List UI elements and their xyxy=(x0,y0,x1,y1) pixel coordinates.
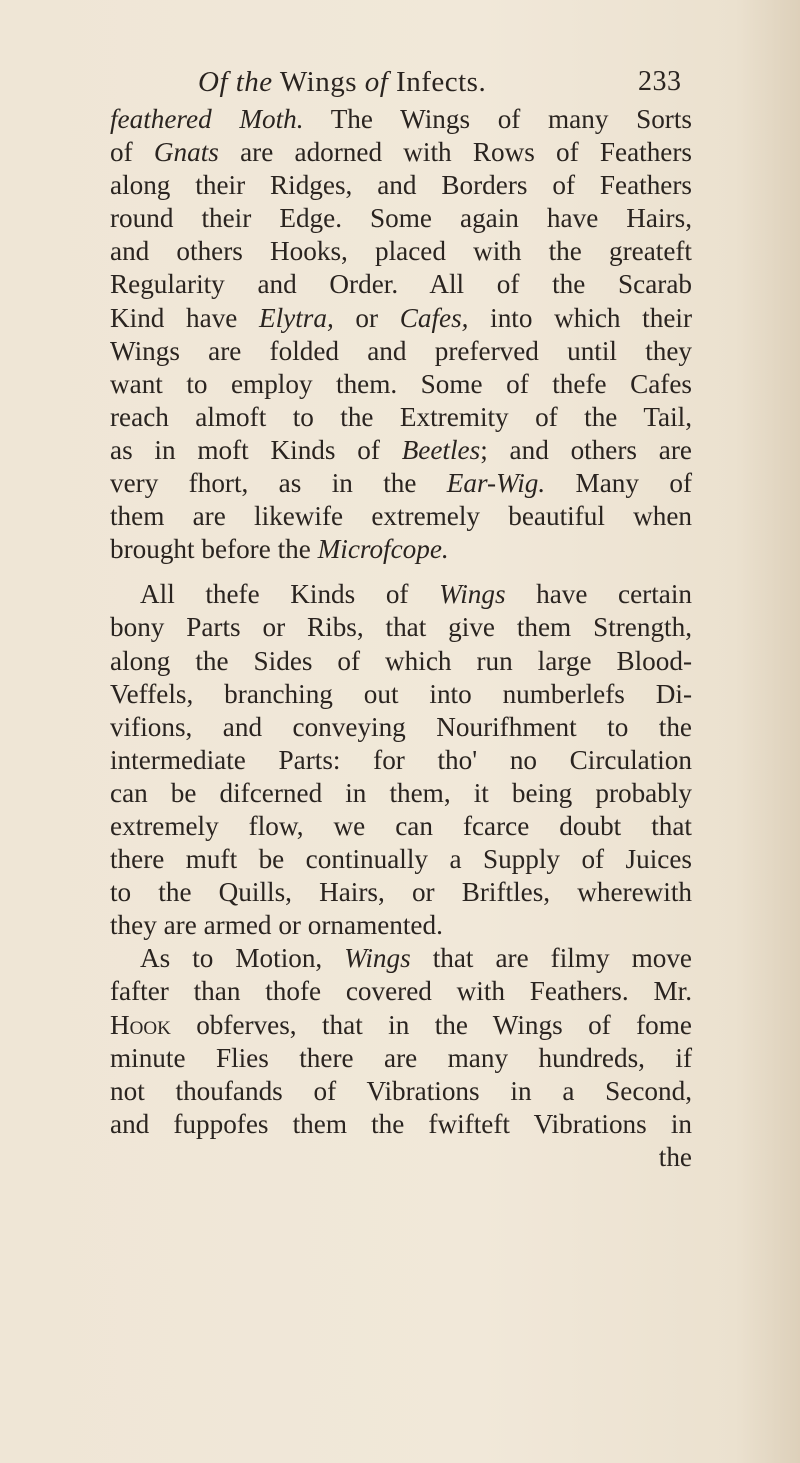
header-prefix: Of the xyxy=(198,66,273,98)
text-line: can be difcerned in them, it being probably xyxy=(110,777,692,808)
text-line: As to Motion, Wings that are filmy move xyxy=(140,943,692,974)
text-line: feathered Moth. The Wings of many Sorts xyxy=(110,104,692,134)
text-line: there muft be continually a Supply of Juices xyxy=(110,844,692,875)
text-line: bony Parts or Ribs, that give them Strength, xyxy=(110,612,692,643)
text-line: Kind have Elytra, or Cafes, into which their xyxy=(110,302,693,333)
text-line: to the Quills, Hairs, or Briftles, wherewith xyxy=(110,877,692,908)
text-line: and fuppofes them the fwifteft Vibrations in xyxy=(110,1108,692,1139)
running-header xyxy=(198,66,682,99)
text-line: of Gnats are adorned with Rows of Feathers xyxy=(110,137,693,168)
text-line: them are likewife extremely beautiful when xyxy=(110,501,692,532)
paragraph-2 xyxy=(110,578,692,942)
text-line: intermediate Parts: for tho' no Circulation xyxy=(110,744,692,775)
text-line: as in moft Kinds of Beetles; and others are xyxy=(110,434,692,465)
text-line: Wings are folded and preferved until they xyxy=(110,335,692,366)
text-line: reach almoft to the Extremity of the Tail, xyxy=(110,401,692,432)
text-line: fafter than thofe covered with Feathers. Mr. xyxy=(110,976,692,1007)
text-line: they are armed or ornamented. xyxy=(110,910,443,941)
paragraph-3 xyxy=(110,942,692,1174)
text-line: want to employ them. Some of thefe Cafes xyxy=(110,368,692,399)
text-line: brought before the Microfcope. xyxy=(110,534,449,565)
text-line: round their Edge. Some again have Hairs, xyxy=(110,203,692,234)
text-line: not thoufands of Vibrations in a Second, xyxy=(110,1075,692,1106)
header-wings: Wings xyxy=(279,66,357,98)
text-line: along their Ridges, and Borders of Feathers xyxy=(110,170,692,201)
header-title: Infects. xyxy=(396,66,487,98)
text-line: extremely flow, we can fcarce doubt that xyxy=(110,810,692,841)
paragraph-1 xyxy=(110,103,692,566)
text-line: along the Sides of which run large Blood- xyxy=(110,645,692,676)
page-number: 233 xyxy=(638,66,682,97)
text-line: and others Hooks, placed with the greateft xyxy=(110,236,692,267)
text-line: minute Flies there are many hundreds, if xyxy=(110,1042,692,1073)
text-line: Hook obferves, that in the Wings of fome xyxy=(110,1009,692,1040)
catchword: the xyxy=(658,1141,692,1172)
body-text xyxy=(110,103,692,1174)
text-line: vifions, and conveying Nourifhment to the xyxy=(110,711,692,742)
paragraph-gap xyxy=(110,566,692,578)
text-line: All thefe Kinds of Wings have certain xyxy=(140,579,692,610)
text-line: very fhort, as in the Ear-Wig. Many of xyxy=(110,468,692,499)
text-line: Regularity and Order. All of the Scarab xyxy=(110,269,692,300)
text-line: Veffels, branching out into numberlefs Di- xyxy=(110,678,692,709)
header-of: of xyxy=(364,66,389,98)
